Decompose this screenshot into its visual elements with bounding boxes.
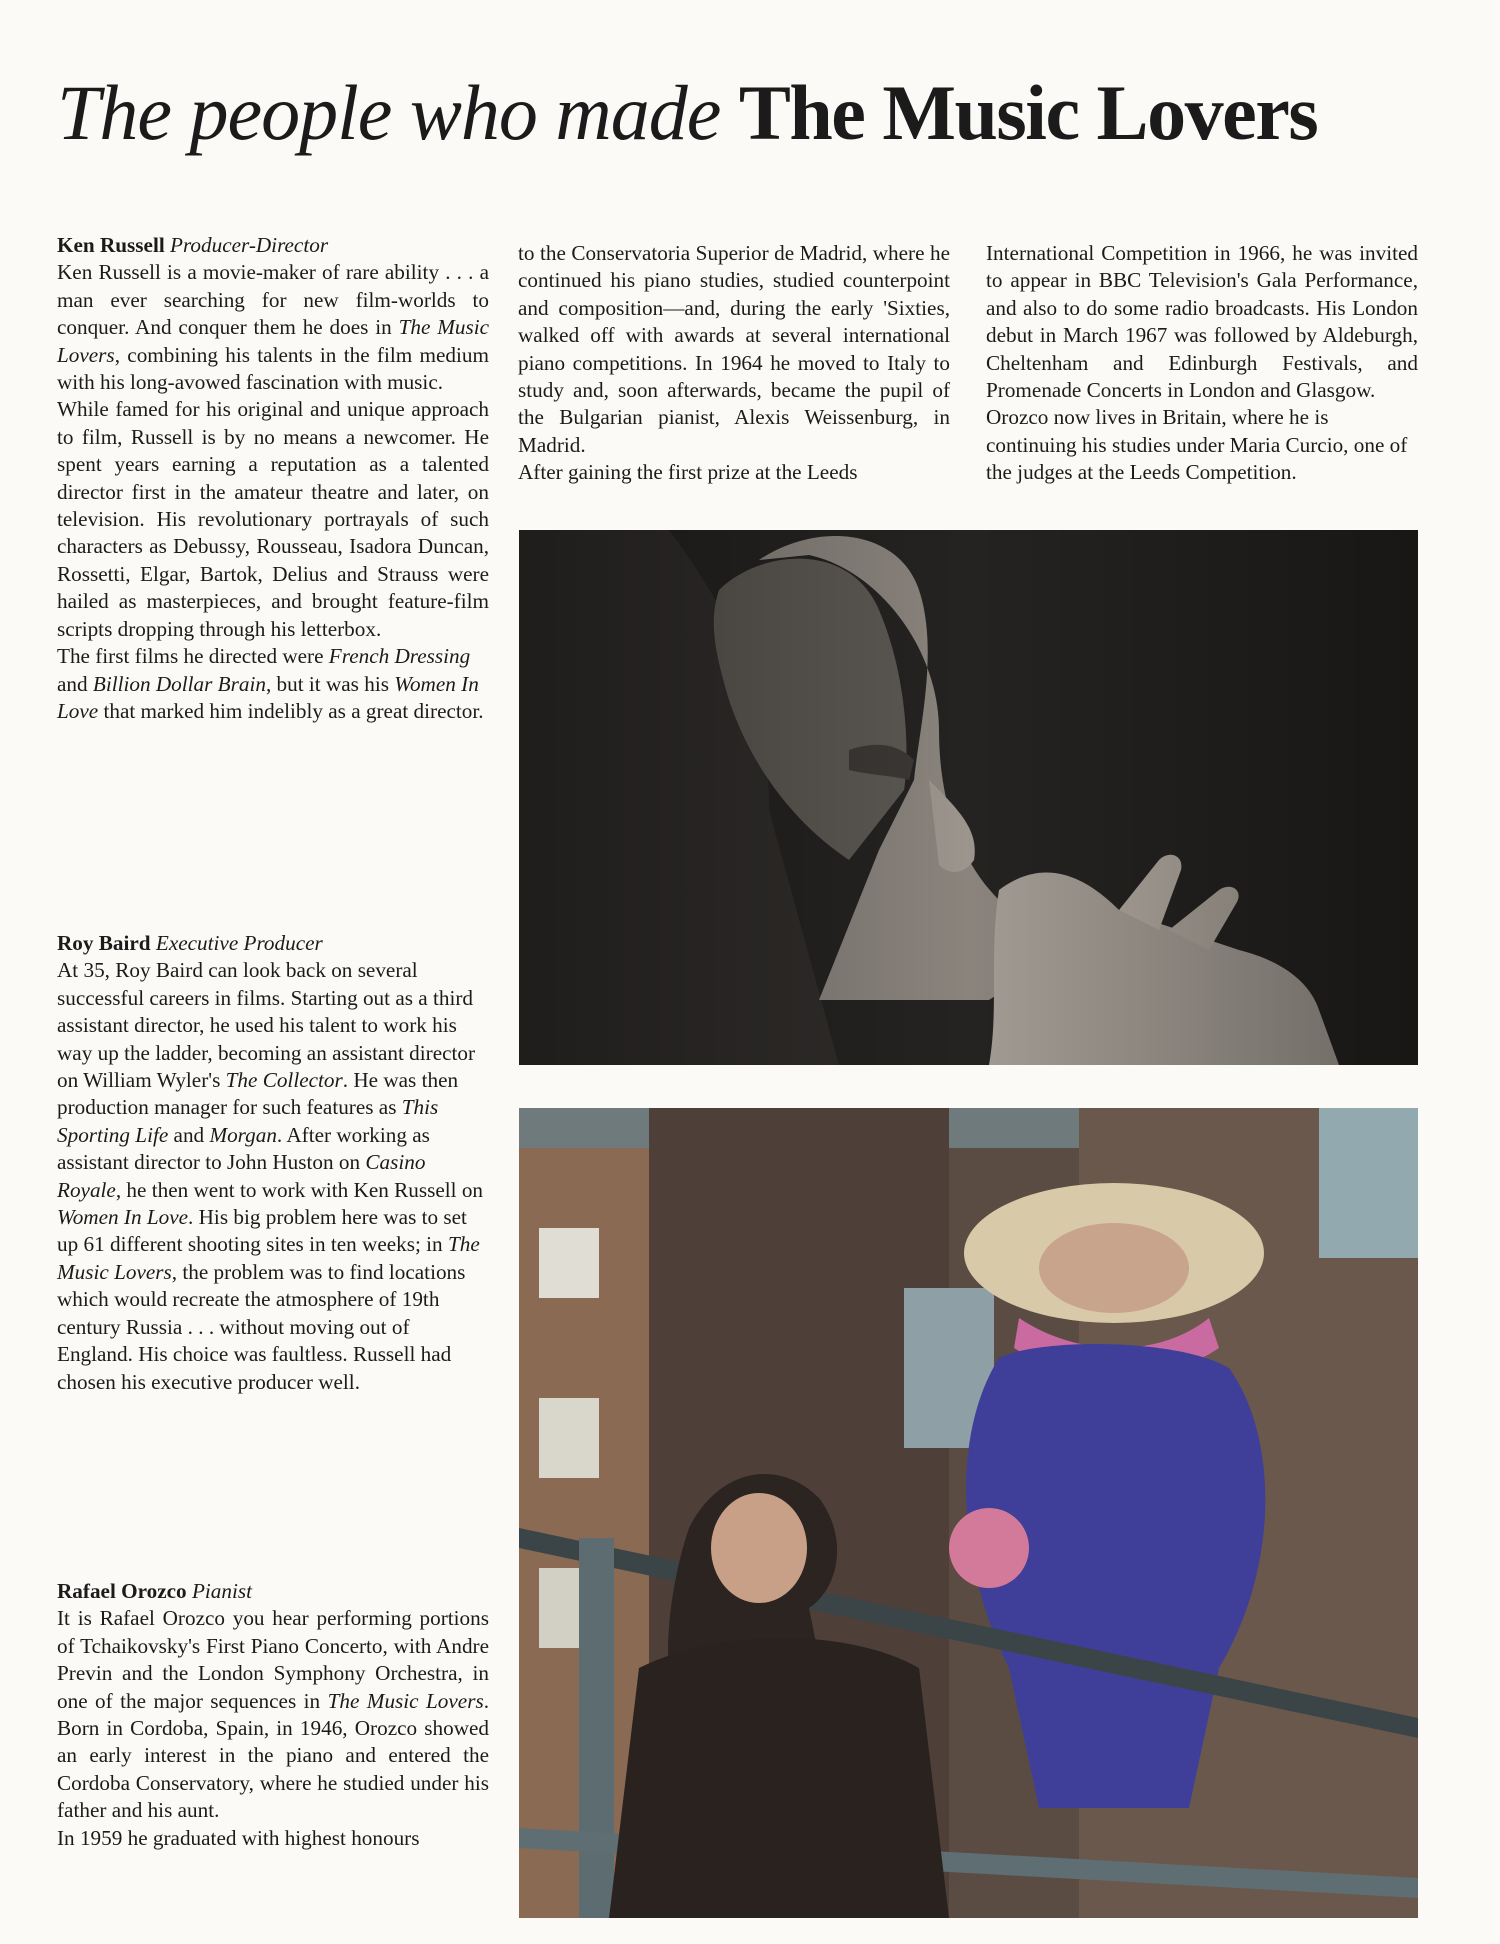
text: and: [57, 671, 88, 696]
rafael-orozco-name: Rafael Orozco: [57, 1579, 187, 1603]
film-title: French Dressing: [328, 644, 471, 669]
column-two: [518, 240, 950, 487]
film-title: The Collector: [225, 1068, 343, 1093]
text: and: [173, 1122, 205, 1147]
ken-russell-portrait-photo: [519, 530, 1418, 1065]
text: that marked him indelibly as a great director.: [103, 698, 484, 723]
ken-russell-paragraph: [57, 259, 489, 396]
ken-russell-name: Ken Russell: [57, 233, 165, 257]
roy-baird-role: Executive Producer: [155, 931, 323, 955]
title-italic: The people who made: [57, 69, 721, 156]
text: Ken Russell is a movie-maker of rare ability . . . a man ever searching for new film-worlds to conquer. And conquer them he does in: [57, 260, 489, 340]
rafael-orozco-paragraph: After gaining the first prize at the Leeds: [518, 460, 858, 485]
film-title: The Music Lovers: [327, 1688, 484, 1713]
text: , he then went to work with Ken Russell on: [115, 1177, 484, 1202]
roy-baird-section: [57, 930, 489, 1396]
title-bold: The Music Lovers: [738, 69, 1318, 156]
rafael-orozco-section: [57, 1578, 489, 1852]
film-title: The Music Lovers: [57, 1232, 480, 1284]
film-title: Morgan: [209, 1122, 277, 1147]
text: It is Rafael Orozco you hear performing portions of Tchaikovsky's First Piano Concerto, with Andre Previn and the London Symphony Orchestra, in one of the major sequences in: [57, 1606, 489, 1713]
film-still-photo: [519, 1108, 1418, 1918]
rafael-orozco-paragraph: In 1959 he graduated with highest honours: [57, 1825, 420, 1850]
text: , the problem was to find locations which would recreate the atmosphere of 19th century Russia . . . without moving out of England. His choice was faultless. Russell had chosen his executive producer well.: [57, 1259, 466, 1394]
ken-russell-section: [57, 232, 489, 725]
roy-baird-heading: [57, 930, 489, 957]
film-still-illustration: [519, 1108, 1418, 1918]
rafael-orozco-paragraph-continued: International Competition in 1966, he was invited to appear in BBC Television's Gala Performance, and also to do some radio broadcasts. His London debut in March 1967 was followed by Aldeburgh, Cheltenham and Edinburgh Festivals, and Promenade Concerts in London and Glasgow.: [986, 241, 1418, 403]
page-title: [57, 68, 1317, 158]
ken-russell-paragraph: While famed for his original and unique approach to film, Russell is by no means a newcomer. He spent years earning a reputation as a talented director first in the amateur theatre and later, on television. His revolutionary portrayals of such characters as Debussy, Rousseau, Isadora Duncan, Rossetti, Elgar, Bartok, Delius and Strauss were hailed as masterpieces, and brought feature-film scripts dropping through his letterbox.: [57, 397, 489, 641]
portrait-illustration: [519, 530, 1418, 1065]
text: At 35, Roy Baird can look back on several successful careers in films. Starting out as a third assistant director, he used his talent to work his way up the ladder, becoming an assistant director on William Wyler's: [57, 958, 476, 1093]
text: , combining his talents in the film medium with his long-avowed fascination with music.: [57, 342, 489, 395]
rafael-orozco-paragraph-continued: to the Conservatoria Superior de Madrid, where he continued his piano studies, studied counterpoint and composition—and, during the early 'Sixties, walked off with awards at several international piano competitions. In 1964 he moved to Italy to study and, soon afterwards, became the pupil of the Bulgarian pianist, Alexis Weissenburg, in Madrid.: [518, 241, 950, 457]
film-title: Billion Dollar Brain: [92, 671, 266, 696]
ken-russell-role: Producer-Director: [170, 233, 329, 257]
text: . After working as assistant director to John Huston on: [57, 1122, 430, 1175]
rafael-orozco-role: Pianist: [191, 1579, 252, 1603]
film-title: Women In Love: [57, 1205, 189, 1230]
film-title: Women In Love: [57, 671, 479, 723]
film-title: Casino Royale: [57, 1150, 426, 1202]
column-three: [986, 240, 1418, 487]
text: , but it was his: [265, 671, 389, 696]
film-title: The Music Lovers: [57, 315, 490, 367]
rafael-orozco-heading: [57, 1578, 489, 1605]
film-title: This Sporting Life: [57, 1095, 439, 1147]
ken-russell-heading: [57, 232, 489, 259]
text: . His big problem here was to set up 61 different shooting sites in ten weeks; in: [57, 1205, 467, 1257]
rafael-orozco-paragraph: Orozco now lives in Britain, where he is continuing his studies under Maria Curcio, one of the judges at the Leeds Competition.: [986, 405, 1408, 485]
text: . Born in Cordoba, Spain, in 1946, Orozco showed an early interest in the piano and entered the Cordoba Conservatory, where he studied under his father and his aunt.: [57, 1688, 489, 1823]
text: . He was then production manager for such features as: [57, 1068, 459, 1120]
roy-baird-paragraph: [57, 957, 489, 1396]
ken-russell-paragraph: [57, 643, 489, 725]
rafael-orozco-paragraph: [57, 1605, 489, 1824]
text: The first films he directed were: [57, 644, 324, 669]
roy-baird-name: Roy Baird: [57, 931, 151, 955]
